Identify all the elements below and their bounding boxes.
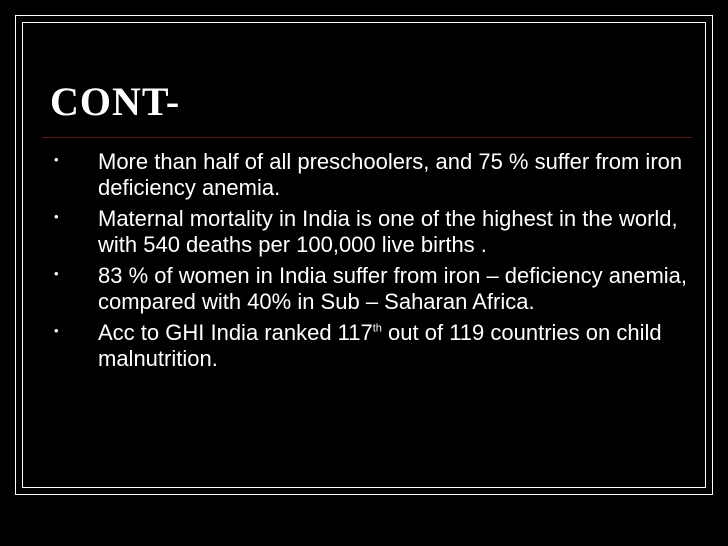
title-divider [42, 137, 692, 138]
bullet-list [50, 149, 695, 377]
bullet-text-after: out of 119 countries on child malnutrition. [98, 320, 662, 371]
bullet-item-ghi-rank [50, 320, 695, 372]
bullet-icon: • [54, 209, 59, 224]
bullet-item-preschoolers [50, 149, 695, 201]
bullet-text: Maternal mortality in India is one of the highest in the world, with 540 deaths per 100,000 live births . [98, 206, 678, 257]
bullet-item-maternal-mortality [50, 206, 695, 258]
bullet-text-before: Acc to GHI India ranked 117 [98, 320, 373, 345]
bullet-icon: • [54, 323, 59, 338]
ordinal-superscript: th [372, 322, 382, 335]
bullet-icon: • [54, 152, 59, 167]
bullet-text: More than half of all preschoolers, and 75 % suffer from iron deficiency anemia. [98, 149, 683, 200]
bullet-text: 83 % of women in India suffer from iron – deficiency anemia, compared with 40% in Sub – Saharan Africa. [98, 263, 688, 314]
bullet-icon: • [54, 266, 59, 281]
bullet-item-women-anemia [50, 263, 695, 315]
slide-title: CONT- [50, 79, 181, 124]
